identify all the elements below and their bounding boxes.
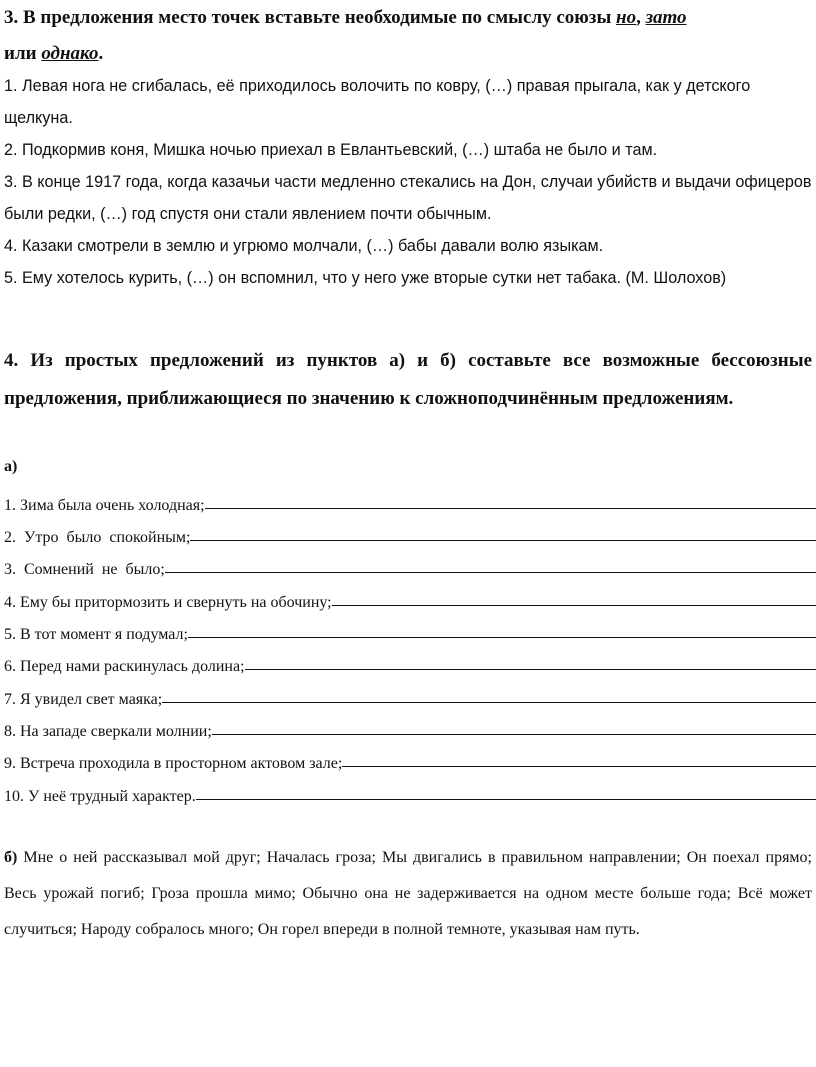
- task3-title-line2: или: [4, 43, 42, 64]
- answer-blank[interactable]: [332, 604, 816, 606]
- fill-line-text: 6. Перед нами раскинулась долина;: [4, 658, 245, 675]
- fill-line-10: [4, 778, 816, 808]
- fill-line-text: 10. У неё трудный характер.: [4, 788, 196, 805]
- task3-sentence-1: 1. Левая нога не сгибалась, её приходилось волочить по ковру, (…) правая прыгала, как у детского щелкуна.: [4, 77, 751, 127]
- fill-line-4: [4, 584, 816, 614]
- task4-title: 4. Из простых предложений из пунктов а) и б) составьте все возможные бессоюзные предложения, приближающиеся по значению к сложноподчинённым предложениям.: [4, 350, 812, 409]
- task3-sentence-3: 3. В конце 1917 года, когда казачьи части медленно стекались на Дон, случаи убийств и выдачи офицеров были редки, (…) год спустя они стали явлением почти обычным.: [4, 173, 812, 223]
- answer-blank[interactable]: [190, 539, 816, 541]
- answer-blank[interactable]: [188, 636, 816, 638]
- fill-line-text: 9. Встреча проходила в просторном актовом зале;: [4, 755, 343, 772]
- task3-title: [4, 0, 812, 72]
- fill-line-text: 5. В тот момент я подумал;: [4, 626, 188, 643]
- answer-blank[interactable]: [342, 765, 816, 767]
- fill-line-3: [4, 551, 816, 581]
- answer-blank[interactable]: [245, 668, 816, 670]
- fill-line-text: 3. Сомнений не было;: [4, 561, 165, 578]
- task3-title-end: .: [98, 43, 104, 64]
- answer-blank[interactable]: [205, 507, 816, 509]
- fill-line-2: [4, 519, 816, 549]
- task3-title-sep: ,: [636, 7, 646, 28]
- fill-line-text: 1. Зима была очень холодная;: [4, 497, 205, 514]
- conjunction-odnako: однако: [41, 43, 99, 64]
- conjunction-no: но: [616, 7, 637, 28]
- part-a-label: а): [4, 458, 18, 475]
- task3-sentences: [4, 70, 812, 294]
- task3-sentence-4: 4. Казаки смотрели в землю и угрюмо молчали, (…) бабы давали волю языкам.: [4, 237, 604, 255]
- part-b-paragraph: [4, 840, 812, 948]
- conjunction-zato: зато: [645, 7, 687, 28]
- task3-sentence-2: 2. Подкормив коня, Мишка ночью приехал в Евлантьевский, (…) штаба не было и там.: [4, 141, 658, 159]
- fill-line-text: 8. На западе сверкали молнии;: [4, 723, 212, 740]
- part-b-label: б): [4, 849, 18, 866]
- answer-blank[interactable]: [212, 733, 816, 735]
- answer-blank[interactable]: [162, 701, 816, 703]
- part-b-text: Мне о ней рассказывал мой друг; Началась гроза; Мы двигались в правильном направлении; Он поехал прямо; Весь урожай погиб; Гроза прошла мимо; Обычно она не задерживается на одном месте больше года; Всё может случиться; Народу собралось много; Он горел впереди в полной темноте, указывая нам путь.: [4, 849, 812, 938]
- answer-blank[interactable]: [165, 571, 816, 573]
- fill-line-7: [4, 681, 816, 711]
- task3-title-text: 3. В предложения место точек вставьте необходимые по смыслу союзы: [4, 7, 617, 28]
- answer-blank[interactable]: [196, 798, 816, 800]
- fill-line-text: 7. Я увидел свет маяка;: [4, 691, 163, 708]
- fill-line-9: [4, 745, 816, 775]
- fill-line-5: [4, 616, 816, 646]
- fill-line-1: [4, 487, 816, 517]
- fill-line-text: 4. Ему бы притормозить и свернуть на обочину;: [4, 594, 332, 611]
- fill-line-8: [4, 713, 816, 743]
- fill-line-text: 2. Утро было спокойным;: [4, 529, 191, 546]
- task3-sentence-5: 5. Ему хотелось курить, (…) он вспомнил, что у него уже вторые сутки нет табака. (М. Шолохов): [4, 269, 727, 287]
- fill-line-6: [4, 648, 816, 678]
